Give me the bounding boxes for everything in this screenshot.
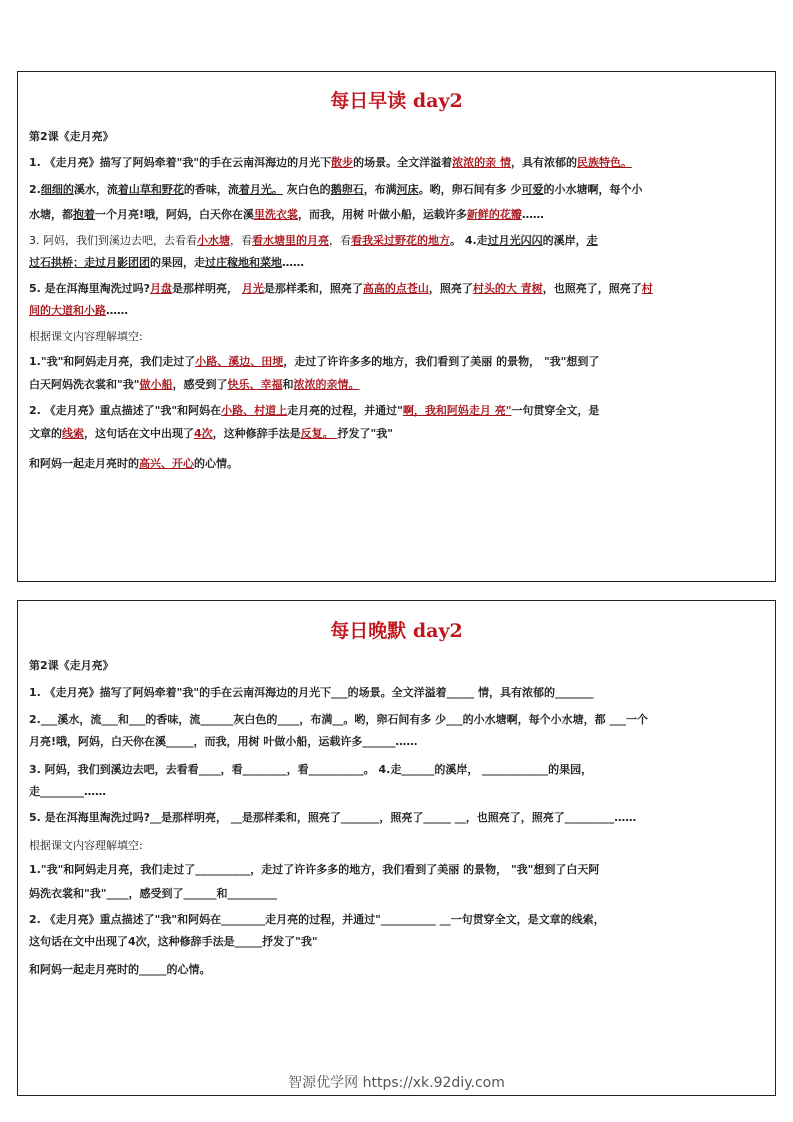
text-segment: ，而我，用树 叶做小船，运载许多	[298, 208, 467, 221]
evening-text-line	[29, 861, 599, 877]
footer-watermark: 智源优学网 https://xk.92diy.com	[288, 1075, 505, 1091]
text-segment: 月亮!哦，阿妈，白天你在溪_____，而我，用树 叶做小船，运载许多______……	[29, 735, 418, 748]
evening-text-line	[29, 733, 417, 749]
text-segment: 2. 《走月亮》重点描述了"我"和阿妈在	[29, 404, 222, 417]
text-segment: 的溪岸，	[542, 234, 587, 247]
text-segment: 走	[586, 234, 598, 247]
text-segment: 的场景。全文洋溢着	[353, 156, 453, 169]
text-segment: 。 4.走	[450, 234, 488, 247]
text-segment: 河床	[396, 183, 419, 196]
morning-text-line	[29, 232, 598, 248]
morning-text-line	[29, 353, 599, 369]
text-segment: 和阿妈一起走月亮时的_____的心情。	[29, 963, 211, 976]
text-segment: 根据课文内容理解填空:	[29, 839, 143, 852]
text-segment: 走________……	[29, 785, 106, 798]
morning-text-line	[29, 280, 653, 296]
text-segment: 5. 是在洱海里淘洗过吗?	[29, 282, 151, 295]
text-segment: 1. 《走月亮》描写了阿妈牵着"我"的手在云南洱海边的月光下___的场景。全文洋溢着_____ 情，具有浓郁的_______	[29, 686, 594, 699]
text-segment: 的果园，走	[150, 256, 205, 269]
evening-text-line	[29, 885, 277, 901]
text-segment: 小水塘	[197, 234, 230, 247]
text-segment: ，看	[329, 234, 351, 247]
text-segment: 着	[238, 183, 250, 196]
text-segment: 2.___溪水，流___和___的香味，流______灰白色的____，布满__。哟，卵石间有多 少___的小水塘啊，每个小水塘，都 ___一个	[29, 713, 648, 726]
text-segment: 看我采过野花的地方	[351, 234, 450, 247]
text-segment: 4次	[194, 427, 213, 440]
evening-text-line	[29, 809, 636, 825]
morning-text-line	[29, 206, 544, 222]
text-segment: 抱着	[73, 208, 95, 221]
text-segment: 一句贯穿全文，是	[511, 404, 600, 417]
text-segment: 和阿妈一起走月亮时的	[29, 457, 139, 470]
text-segment: 走月亮的过程，并通过"	[287, 404, 403, 417]
morning-text-line	[29, 425, 393, 441]
text-segment: 细细的	[40, 183, 74, 196]
text-segment: ，看	[230, 234, 252, 247]
text-segment: 是那样柔和，照亮了	[263, 282, 363, 295]
text-segment: 村头的大 青树	[472, 282, 543, 295]
text-segment: 啊，我和阿妈走月 亮"	[402, 404, 512, 417]
text-segment: 浓浓的亲 情	[452, 156, 511, 169]
morning-text-line	[29, 302, 128, 318]
text-segment: 野花	[161, 183, 184, 196]
text-segment: 快乐、幸福	[227, 378, 283, 391]
text-segment: 3. 阿妈，我们到溪边去吧，去看看____，看________，看__________。 4.走______的溪岸， ____________的果园，	[29, 763, 593, 776]
evening-text-line	[29, 711, 648, 727]
text-segment: 的小水塘啊，每个小	[543, 183, 643, 196]
evening-text-line	[29, 761, 592, 777]
text-segment: ，照亮了	[428, 282, 473, 295]
text-segment: 1."我"和阿妈走月亮，我们走过了__________，走过了许许多多的地方，我们看到了美丽 的景物， "我"想到了白天阿	[29, 863, 600, 876]
text-segment: 1."我"和阿妈走月亮，我们走过了	[29, 355, 196, 368]
text-segment: 过石拱桥；走过月影团团	[29, 256, 150, 269]
morning-title: 每日早读 day2	[330, 90, 463, 112]
morning-reading-box	[17, 71, 776, 582]
text-segment: 小路、溪边、田埂	[195, 355, 284, 368]
morning-text-line	[29, 376, 359, 392]
text-segment: 和	[282, 378, 294, 391]
text-segment: 是那样明亮，	[172, 282, 242, 295]
text-segment: 过月光闪闪	[487, 234, 543, 247]
text-segment: 白天阿妈洗衣裳和"我"	[29, 378, 140, 391]
morning-text-line	[29, 402, 599, 418]
text-segment: 妈洗衣裳和"我"____，感受到了______和_________	[29, 887, 277, 900]
text-segment: 反复。	[300, 427, 338, 440]
text-segment: 月盘	[150, 282, 173, 295]
text-segment: 文章的	[29, 427, 62, 440]
text-segment: ，这种修辞手法是	[212, 427, 301, 440]
text-segment: 浓浓的亲情。	[293, 378, 360, 391]
text-segment: 山草和	[128, 183, 162, 196]
text-segment: 做小船	[139, 378, 173, 391]
text-segment: 过庄稼地和菜地	[205, 256, 282, 269]
text-segment: 。哟，卵石间有多 少	[418, 183, 522, 196]
text-segment: ，具有浓郁的	[510, 156, 577, 169]
text-segment: 间的大道和小路	[29, 304, 106, 317]
text-segment: 里洗衣裳	[254, 208, 299, 221]
text-segment: ，走过了许许多多的地方，我们看到了美丽 的景物， "我"想到了	[283, 355, 600, 368]
text-segment: 民族特色。	[576, 156, 632, 169]
text-segment: ……	[521, 208, 544, 221]
morning-lesson-heading: 第2课《走月亮》	[29, 130, 114, 143]
text-segment: 高高的点苍山	[362, 282, 429, 295]
text-segment: 月光。	[249, 183, 283, 196]
text-segment: 3. 阿妈，我们到溪边去吧，去看看	[29, 234, 197, 247]
text-segment: 鹅卵石	[330, 183, 364, 196]
evening-text-line	[29, 684, 593, 700]
text-segment: ，布满	[363, 183, 397, 196]
text-segment: 2. 《走月亮》重点描述了"我"和阿妈在________走月亮的过程，并通过"__________ __一句贯穿全文，是文章的线索，	[29, 913, 605, 926]
text-segment: 高兴、开心	[139, 457, 194, 470]
text-segment: 1. 《走月亮》描写了阿妈牵着"我"的手在云南洱海边的月光下	[29, 156, 332, 169]
evening-text-line	[29, 837, 143, 853]
text-segment: 可爱	[521, 183, 544, 196]
morning-text-line	[29, 254, 304, 270]
text-segment: 水塘，都	[29, 208, 73, 221]
text-segment: 的心情。	[194, 457, 238, 470]
evening-text-line	[29, 783, 106, 799]
evening-lesson-heading: 第2课《走月亮》	[29, 659, 114, 672]
text-segment: 5. 是在洱海里淘洗过吗?__是那样明亮， __是那样柔和，照亮了_______，照亮了_____ __，也照亮了，照亮了_________……	[29, 811, 637, 824]
text-segment: ……	[282, 256, 304, 269]
evening-text-line	[29, 911, 605, 927]
text-segment: 村	[641, 282, 653, 295]
text-segment: 线索	[62, 427, 84, 440]
evening-text-line	[29, 961, 211, 977]
text-segment: 溪水，流	[73, 183, 118, 196]
evening-text-line	[29, 933, 318, 949]
text-segment: 灰白色的	[282, 183, 331, 196]
morning-text-line	[29, 455, 238, 471]
morning-text-line	[29, 154, 632, 170]
morning-text-line	[29, 181, 643, 197]
text-segment: 着	[117, 183, 129, 196]
text-segment: 的香味，流	[183, 183, 239, 196]
text-segment: ……	[106, 304, 128, 317]
text-segment: 2.	[29, 183, 41, 196]
text-segment: 小路、村道上	[221, 404, 288, 417]
text-segment: 这句话在文中出现了4次，这种修辞手法是_____抒发了"我"	[29, 935, 318, 948]
text-segment: ，也照亮了，照亮了	[542, 282, 642, 295]
text-segment: 散步	[331, 156, 354, 169]
evening-title: 每日晚默 day2	[330, 620, 463, 642]
text-segment: 一个月亮!哦，阿妈，白天你在溪	[95, 208, 255, 221]
text-segment: 抒发了"我"	[337, 427, 393, 440]
morning-text-line	[29, 328, 143, 344]
text-segment: 根据课文内容理解填空:	[29, 330, 143, 343]
text-segment: 看水塘里的月亮	[252, 234, 329, 247]
text-segment: 月光	[241, 282, 264, 295]
text-segment: 新鲜的花瓣	[466, 208, 522, 221]
evening-dictation-box	[17, 600, 776, 1096]
text-segment: ，这句话在文中出现了	[84, 427, 194, 440]
text-segment: ，感受到了	[172, 378, 228, 391]
